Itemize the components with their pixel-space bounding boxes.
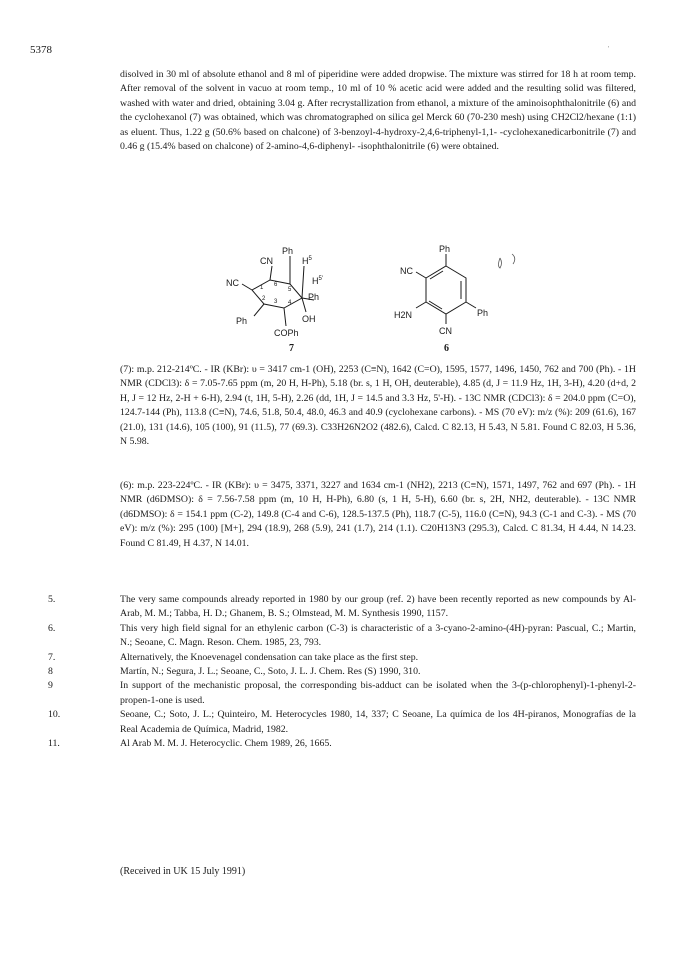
bond-h5	[302, 266, 304, 298]
bond-nc	[416, 272, 426, 278]
bond-nc	[242, 284, 252, 290]
reference-item	[48, 651, 636, 665]
reference-text: Seoane, C.; Soto, J. L.; Quinteiro, M. Heterocycles 1980, 14, 337; C Seoane, La química de los 4H-piranos, Monografías de la Real Academia de Química, Madrid, 1982.	[120, 709, 636, 735]
s7-ring-5: 5	[288, 287, 292, 293]
reference-text: In support of the mechanistic proposal, the corresponding bis-adduct can be isolated when the 3-(p-chlorophenyl)-1-phenyl-2-propen-1-one is used.	[120, 680, 636, 706]
s7-ph-right: Ph	[308, 292, 320, 302]
compound-7-data: (7): m.p. 212-214ºC. - IR (KBr): υ = 3417 cm-1 (OH), 2253 (C≡N), 1642 (C=O), 1595, 1577, 1496, 1450, 762 and 700 (Ph). - 1H NMR (CDCl3): δ = 7.05-7.65 ppm (m, 20 H, H-Ph), 5.18 (br. s, 1 H, OH, deuterable), 4.85 (d, J = 11.9 Hz, 1H, 3-H), 4.20 (d+d, 2 H, J = 12 Hz, 2-H + 6-H), 2.94 (t, 1H, 5-H), 2.26 (dd, 1H, J = 14.5 and 3.3 Hz, 5'-H). - 13C NMR (CDCl3): δ = 204.0 ppm (C=O), 124.7-144 (Ph), 113.8 (C≡N), 74.6, 51.8, 50.4, 48.0, 46.3 and 40.9 (cyclohexane carbons). - MS (70 eV): m/z (%): 209 (61.6), 167 (21.0), 131 (14.6), 105 (100), 91 (11.5), 77 (69.3). C33H26N2O2 (482.6), Calcd. C 82.13, H 5.43, N 5.81. Found C 82.03, H 5.36, N 5.98.	[120, 364, 636, 448]
s7-coph: COPh	[274, 328, 299, 338]
bond-ph-left	[254, 304, 264, 316]
bond-cn	[270, 266, 272, 280]
s7-ring-1: 1	[260, 285, 264, 291]
reference-text: Alternatively, the Knoevenagel condensation can take place as the first step.	[120, 651, 419, 663]
handwritten-marks	[499, 254, 515, 268]
s6-nc: NC	[400, 266, 413, 276]
reference-number: 8	[48, 666, 53, 678]
reference-item	[48, 679, 636, 708]
s7-ring-3: 3	[274, 299, 278, 305]
reference-text: This very high field signal for an ethylenic carbon (C-3) is characteristic of a 3-cyano-2-amino-(4H)-pyran: Pascual, C.; Martin, N.; Seoane, C. Magn. Reson. Chem. 1985, 23, 793.	[120, 622, 636, 649]
reference-text: Al Arab M. M. J. Heterocyclic. Chem 1989, 26, 1665.	[120, 738, 332, 750]
compound-6-data: (6): m.p. 223-224ºC. - IR (KBr): υ = 3475, 3371, 3227 and 1634 cm-1 (NH2), 2213 (C≡N), 1571, 1497, 762 and 697 (Ph). - 1H NMR (d6DMSO): δ = 7.56-7.58 ppm (m, 10 H, H-Ph), 6.80 (s, 1 H, 5-H), 6.60 (br. s, 2H, NH2, deuterable). - 13C NMR (d6DMSO): δ = 154.1 ppm (C-2), 149.8 (C-4 and C-6), 128.5-137.5 (Ph), 118.7 (C-5), 116.0 (C≡N), 94.3 (C-1 and C-3). - MS (70 eV): m/z (%): 295 (100) [M+], 294 (18.9), 268 (5.9), 241 (1.7), 214 (1.1). C20H13N3 (295.3), Calcd. C 81.34, H 4.44, N 14.23. Found C 81.49, H 4.37, N 14.01.	[120, 480, 636, 549]
received-date: (Received in UK 15 July 1991)	[120, 866, 246, 877]
s7-cn: CN	[260, 256, 273, 266]
s6-h2n: H2N	[394, 310, 413, 320]
reference-item	[48, 622, 636, 651]
bond-ph-right	[466, 302, 476, 308]
compound-label-7: 7	[289, 343, 294, 354]
margin-mark: '	[608, 45, 610, 53]
s7-oh: OH	[302, 314, 316, 324]
s7-ring-2: 2	[262, 296, 266, 302]
s6-top-ph: Ph	[439, 244, 451, 254]
bond-coph	[284, 308, 286, 326]
squiggle-2	[512, 254, 515, 264]
squiggle-1	[499, 258, 502, 268]
s7-h5: $H^5$	[302, 256, 312, 266]
s6-ph-right: Ph	[477, 308, 489, 318]
experimental-paragraph: disolved in 30 ml of absolute ethanol and 8 ml of piperidine were added dropwise. The mixture was stirred for 18 h at room temp. After removal of the solvent in vacuo at room temp., 10 ml of 10 % acetic acid were added and the resulting solid was filtered, washed with water and dried, obtaining 3.04 g. After recrystallization from ethanol, a mixture of the aminoisophthalonitrile (6) and the cyclohexanol (7) was obtained, which was chromatographed on silica gel Merck 60 (70-230 mesh) using CH2Cl2/hexane (1:1) as eluent. Thus, 1.22 g (50.6% based on chalcone) of 3-benzoyl-4-hydroxy-2,4,6-triphenyl-1,1- -cyclohexanedicarbonitrile (7) and 0.46 g (15.4% based on chalcone) of 2-amino-4,6-diphenyl- -isophthalonitrile (6) were obtained.	[120, 69, 636, 153]
s7-h5p: $H^{5'}$	[312, 276, 323, 286]
s6-cn: CN	[439, 326, 452, 336]
s7-nc: NC	[226, 278, 239, 288]
reference-item	[48, 665, 636, 679]
bond-h2n	[416, 302, 426, 308]
references-list	[48, 593, 636, 751]
reference-item	[48, 737, 636, 751]
s7-ph-left: Ph	[236, 316, 248, 326]
chemical-structures	[190, 242, 610, 360]
structure-6	[416, 254, 476, 324]
reference-number: 6.	[48, 622, 56, 634]
bond-oh	[302, 298, 306, 312]
s7-top-ph: Ph	[282, 246, 294, 256]
reference-item	[48, 708, 636, 737]
reference-number: 9	[48, 680, 53, 692]
s7-ring-6: 6	[274, 282, 278, 288]
reference-number: 7.	[48, 651, 56, 663]
compound-label-6: 6	[444, 343, 449, 354]
reference-number: 10.	[48, 709, 61, 721]
reference-text: Martín, N.; Segura, J. L.; Seoane, C., Soto, J. L. J. Chem. Res (S) 1990, 310.	[120, 666, 421, 678]
s7-ring-4: 4	[288, 300, 292, 306]
reference-number: 11.	[48, 738, 60, 750]
page-number: 5378	[30, 44, 52, 56]
ring-6-bonds	[426, 266, 466, 314]
reference-item	[48, 593, 636, 622]
reference-number: 5.	[48, 594, 56, 605]
reference-text: The very same compounds already reported in 1980 by our group (ref. 2) have been recently reported as new compounds by Al-Arab, M. M.; Tabba, H. D.; Ghanem, B. S.; Olmstead, M. M. Synthesis 1990, 1157.	[120, 594, 636, 620]
